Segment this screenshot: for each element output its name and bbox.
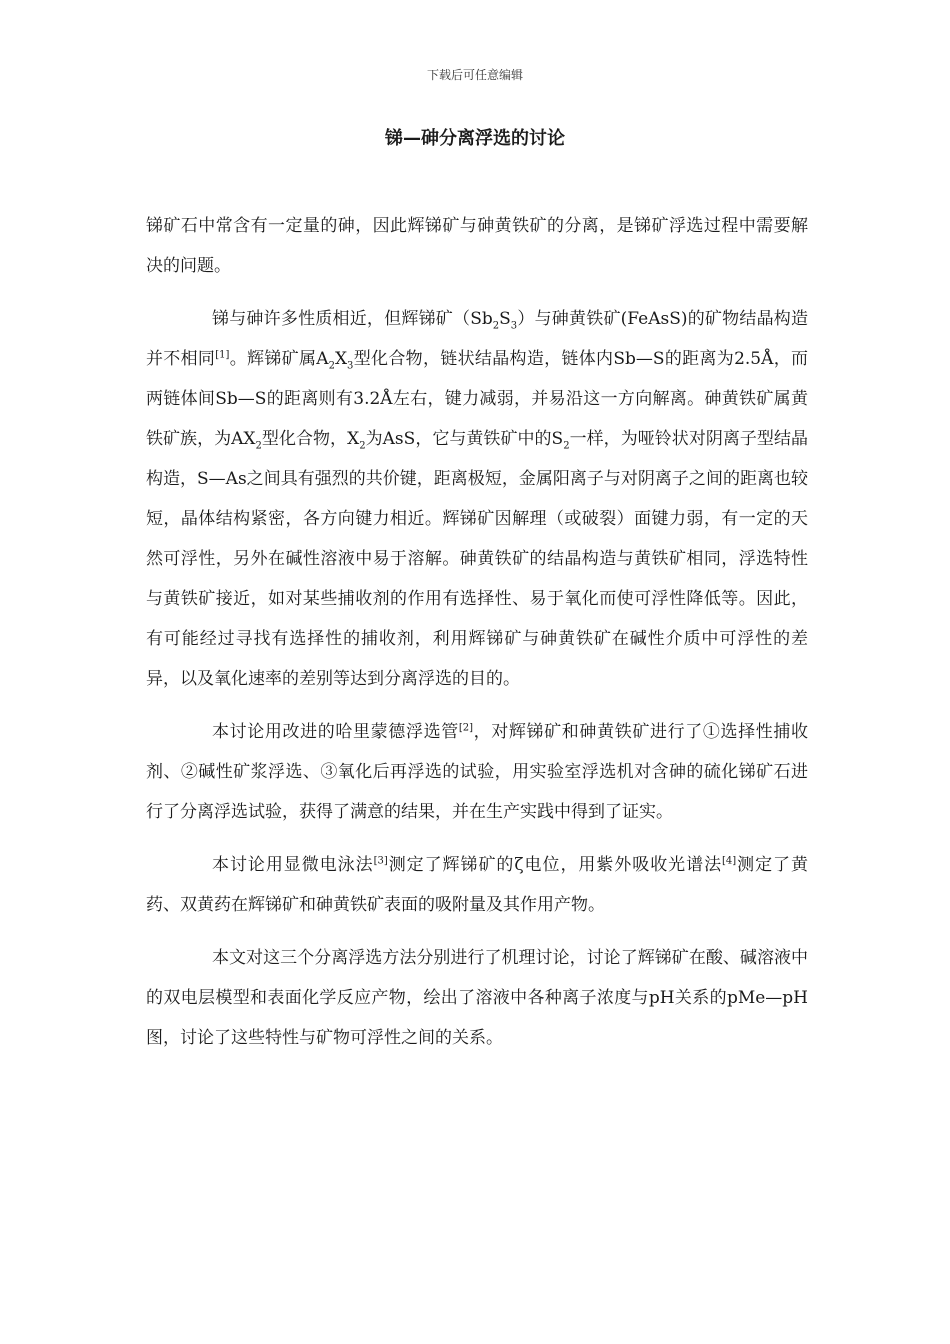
text-run: ，对辉锑矿和砷黄铁矿进行了①选择性捕收剂、②碱性矿浆浮选、③氧化后再浮选的试验，用实验室浮选机对含砷的硫化锑矿石进行了分离浮选试验，获得了满意的结果，并在生产实践中得到了证实。 [146,722,809,822]
text-run: 型化合物，X [261,429,360,449]
document-title: 锑—砷分离浮选的讨论 [385,128,565,149]
text-run: 本讨论用显微电泳法 [212,855,374,875]
page-header: 下载后可任意编辑 [426,68,523,82]
text-run: ）与砷黄铁矿(FeAsS)的矿物结晶构造并不相同 [146,309,808,369]
text-run: 测定了黄药、双黄药在辉锑矿和砷黄铁矿表面的吸附量及其作用产物。 [146,855,809,915]
text-run: 本讨论用改进的哈里蒙德浮选管 [212,722,459,742]
text-run: 本文对这三个分离浮选方法分别进行了机理讨论，讨论了辉锑矿在酸、碱溶液中的双电层模型和表面化学反应产物，绘出了溶液中各种离子浓度与pH关系的pMe—pH图，讨论了这些特性与矿物可浮性之间的关系。 [146,948,808,1048]
text-run: 。辉锑矿属A [229,349,329,369]
subscript: 2 [359,440,366,452]
text-run: S [499,309,511,329]
subscript: 2 [563,440,570,452]
subscript: 2 [255,440,262,452]
subscript: 3 [510,320,518,332]
text-run: 型化合物，链状结晶构造，链体内Sb—S的距离为2.5Å，而两链体间Sb—S的距离则有3.2Å左右，键力减弱，并易沿这一方向解离。砷黄铁矿属黄铁矿族，为AX [146,349,809,449]
paragraph-1 [146,206,808,286]
paragraph-4 [146,845,808,925]
text-run: X [334,349,348,369]
citation-ref: [1] [215,349,230,361]
document-body [146,206,808,1071]
citation-ref: [4] [722,855,737,867]
paragraph-2 [146,299,808,699]
text-run: 测定了辉锑矿的ζ电位，用紫外吸收光谱法 [387,855,723,875]
subscript: 3 [347,360,354,372]
text-run: 为AsS，它与黄铁矿中的S [365,429,564,449]
citation-ref: [2] [458,722,474,734]
paragraph-5 [146,938,808,1058]
subscript: 2 [492,320,500,332]
text-run: 锑矿石中常含有一定量的砷，因此辉锑矿与砷黄铁矿的分离，是锑矿浮选过程中需要解决的问题。 [146,216,808,276]
paragraph-3 [146,712,808,832]
subscript: 2 [328,360,335,372]
citation-ref: [3] [373,855,388,867]
text-run: 锑与砷许多性质相近，但辉锑矿（Sb [212,309,493,329]
text-run: 一样，为哑铃状对阴离子型结晶构造，S—As之间具有强烈的共价键，距离极短，金属阳离子与对阴离子之间的距离也较短，晶体结构紧密，各方向键力相近。辉锑矿因解理（或破裂）面键力弱，有一定的天然可浮性，另外在碱性溶液中易于溶解。砷黄铁矿的结晶构造与黄铁矿相同，浮选特性与黄铁矿接近，如对某些捕收剂的作用有选择性、易于氧化而使可浮性降低等。因此，有可能经过寻找有选择性的捕收剂，利用辉锑矿与砷黄铁矿在碱性介质中可浮性的差异，以及氧化速率的差别等达到分离浮选的目的。 [146,429,808,689]
